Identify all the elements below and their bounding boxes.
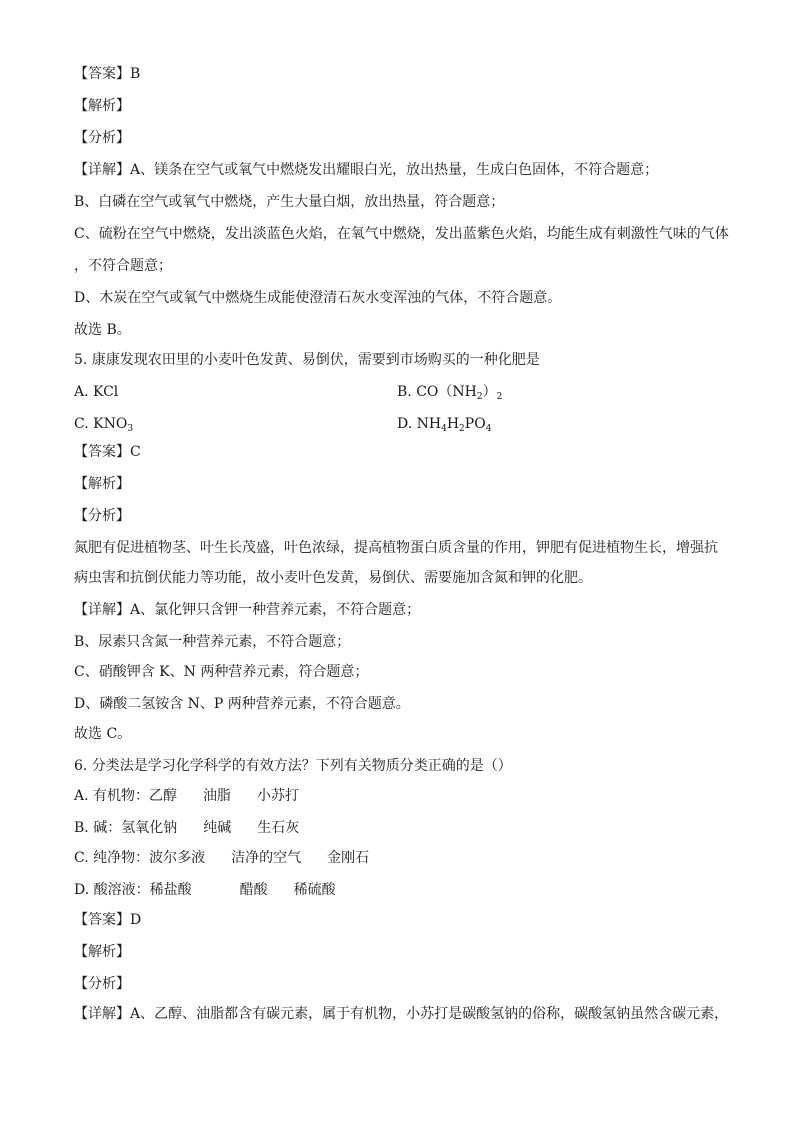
detail-line (74, 160, 658, 180)
jiexi-heading: 【解析】 (74, 944, 130, 960)
detail-line (74, 1004, 728, 1024)
question-stem: 6. 分类法是学习化学科学的有效方法？下列有关物质分类正确的是（） (74, 758, 512, 774)
conclusion-line: 故选 B。 (74, 322, 131, 338)
detail-tag: 【详解】 (74, 1006, 130, 1022)
answer-line (74, 910, 141, 930)
detail-line: D、磷酸二氢铵含 N、P 两种营养元素，不符合题意。 (74, 696, 410, 712)
jiexi-heading: 【解析】 (74, 476, 130, 492)
answer-line (74, 442, 141, 462)
detail-text: A、氯化钾只含钾一种营养元素，不符合题意； (130, 602, 421, 618)
detail-line: B、尿素只含氮一种营养元素，不符合题意； (74, 634, 351, 650)
answer-tag: 【答案】 (74, 66, 130, 82)
detail-text: A、乙醇、油脂都含有碳元素，属于有机物，小苏打是碳酸氢钠的俗称，碳酸氢钠虽然含碳元素， (130, 1006, 729, 1022)
answer-value: B (130, 66, 141, 82)
answer-line (74, 64, 140, 84)
option-c: C. 纯净物：波尔多液 洁净的空气 金刚石 (74, 850, 370, 866)
detail-line: C、硝酸钾含 K、N 两种营养元素，符合题意； (74, 664, 369, 680)
option-a: A. 有机物：乙醇 油脂 小苏打 (74, 788, 300, 804)
fenxi-heading: 【分析】 (74, 976, 130, 992)
conclusion-line: 故选 C。 (74, 726, 132, 742)
detail-line: D、木炭在空气或氧气中燃烧生成能使澄清石灰水变浑浊的气体，不符合题意。 (74, 290, 562, 306)
detail-line: ，不符合题意； (74, 258, 172, 274)
detail-tag: 【详解】 (74, 162, 130, 178)
option-b: B. 碱：氢氧化钠 纯碱 生石灰 (74, 820, 300, 836)
option-b: B. $CO(NH_2)_2$ (397, 384, 503, 402)
option-c: C. $KNO_3$ (74, 416, 134, 434)
answer-value: C (130, 444, 141, 460)
detail-line: B、白磷在空气或氧气中燃烧，产生大量白烟，放出热量，符合题意； (74, 194, 505, 210)
detail-line: C、硫粉在空气中燃烧，发出淡蓝色火焰，在氧气中燃烧，发出蓝紫色火焰，均能生成有刺激性气味的气体 (74, 226, 729, 242)
analysis-line: 氮肥有促进植物茎、叶生长茂盛，叶色浓绿，提高植物蛋白质含量的作用，钾肥有促进植物生长，增强抗 (74, 540, 718, 556)
fenxi-heading: 【分析】 (74, 130, 130, 146)
analysis-line: 病虫害和抗倒伏能力等功能，故小麦叶色发黄，易倒伏、需要施加含氮和钾的化肥。 (74, 570, 592, 586)
detail-line (74, 600, 420, 620)
option-a: A. KCl (74, 384, 119, 400)
answer-value: D (130, 912, 142, 928)
option-d: D. $NH_4H_2PO_4$ (397, 416, 492, 434)
fenxi-heading: 【分析】 (74, 508, 130, 524)
detail-tag: 【详解】 (74, 602, 130, 618)
answer-tag: 【答案】 (74, 444, 130, 460)
answer-tag: 【答案】 (74, 912, 130, 928)
detail-text: A、镁条在空气或氧气中燃烧发出耀眼白光，放出热量，生成白色固体，不符合题意； (130, 162, 659, 178)
jiexi-heading: 【解析】 (74, 98, 130, 114)
option-d: D. 酸溶液：稀盐酸 醋酸 稀硫酸 (74, 882, 336, 898)
question-stem: 5. 康康发现农田里的小麦叶色发黄、易倒伏，需要到市场购买的一种化肥是 (74, 352, 540, 368)
